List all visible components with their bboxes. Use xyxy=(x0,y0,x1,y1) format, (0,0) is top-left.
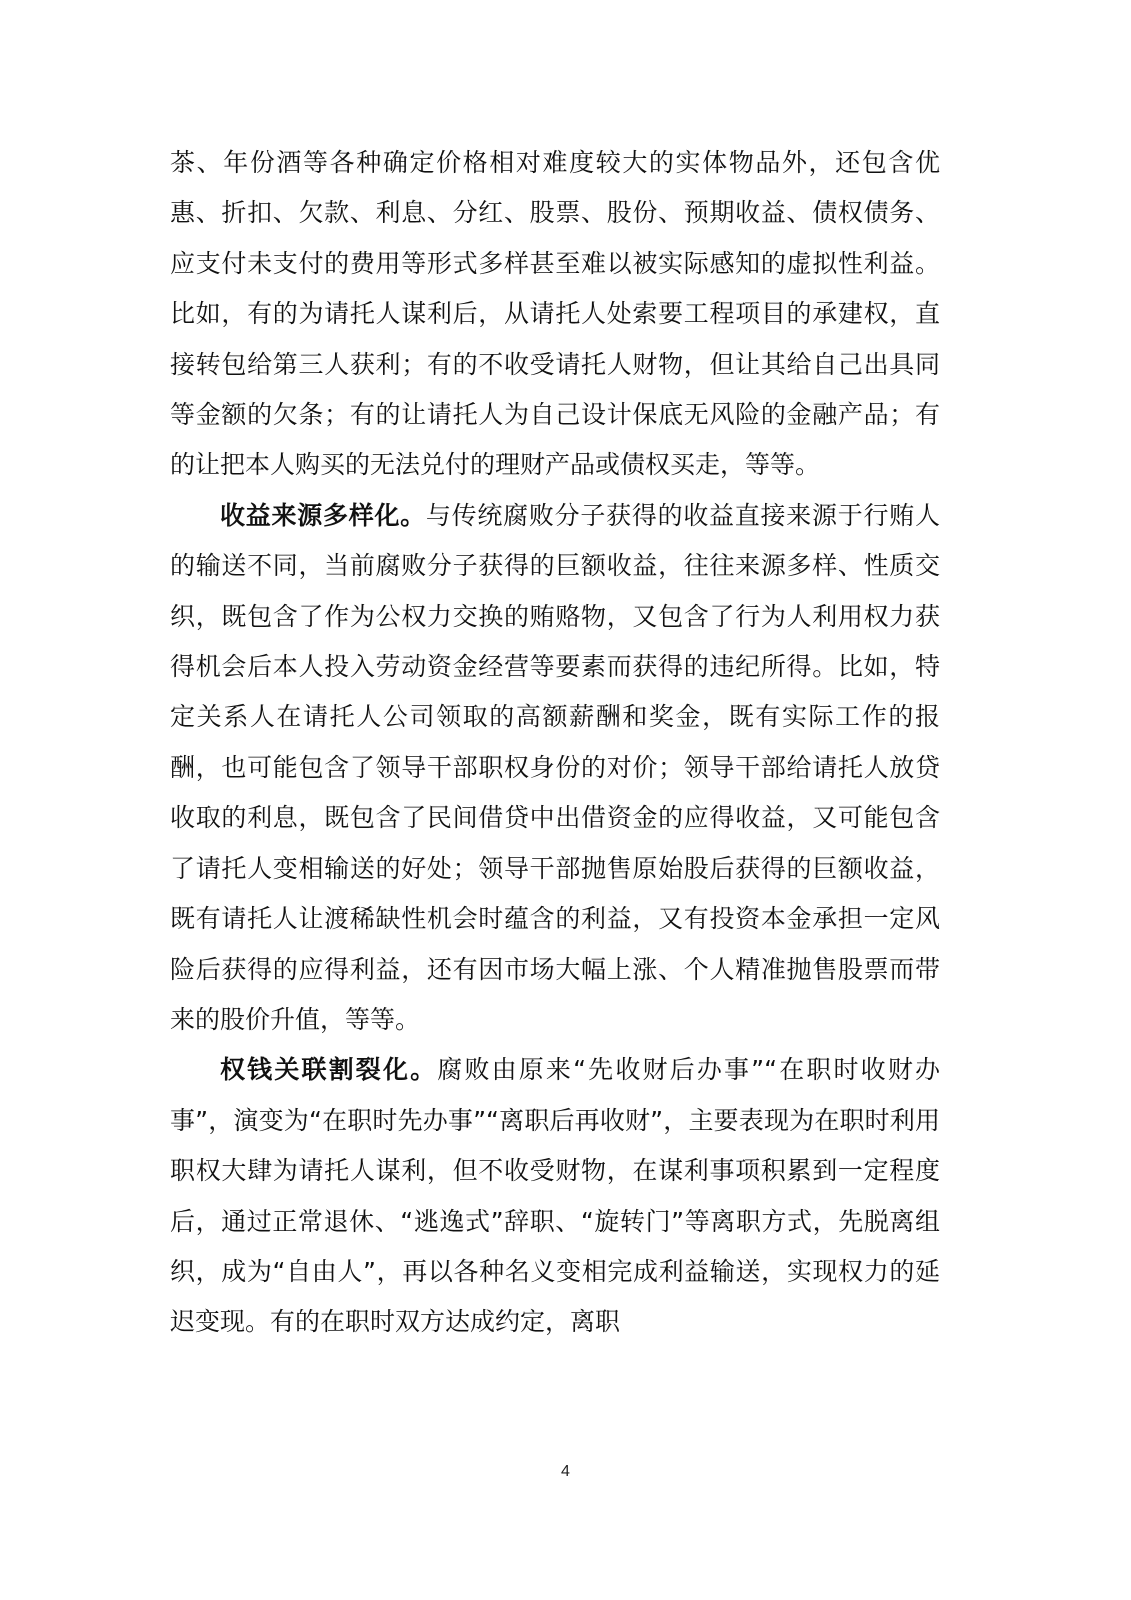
paragraph-2-heading: 收益来源多样化。 xyxy=(220,500,426,530)
body-text xyxy=(170,138,940,1348)
paragraph-2 xyxy=(170,491,940,1045)
page-number: 4 xyxy=(561,1463,570,1480)
paragraph-3-text: 腐败由原来“先收财后办事”“在职时收财办事”，演变为“在职时先办事”“离职后再收财”，主要表现为在职时利用职权大肆为请托人谋利，但不收受财物，在谋利事项积累到一定程度后，通过正常退休、“逃逸式”辞职、“旋转门”等离职方式，先脱离组织，成为“自由人”，再以各种名义变相完成利益输送，实现权力的延迟变现。有的在职时双方达成约定，离职 xyxy=(170,1055,940,1337)
paragraph-1 xyxy=(170,138,940,491)
paragraph-3 xyxy=(170,1045,940,1347)
paragraph-1-text: 茶、年份酒等各种确定价格相对难度较大的实体物品外，还包含优惠、折扣、欠款、利息、分红、股票、股份、预期收益、债权债务、应支付未支付的费用等形式多样甚至难以被实际感知的虚拟性利益。比如，有的为请托人谋利后，从请托人处索要工程项目的承建权，直接转包给第三人获利；有的不收受请托人财物，但让其给自己出具同等金额的欠条；有的让请托人为自己设计保底无风险的金融产品；有的让把本人购买的无法兑付的理财产品或债权买走，等等。 xyxy=(170,148,940,480)
paragraph-3-heading: 权钱关联割裂化。 xyxy=(220,1055,438,1085)
paragraph-2-text: 与传统腐败分子获得的收益直接来源于行贿人的输送不同，当前腐败分子获得的巨额收益，往往来源多样、性质交织，既包含了作为公权力交换的贿赂物，又包含了行为人利用权力获得机会后本人投入劳动资金经营等要素而获得的违纪所得。比如，特定关系人在请托人公司领取的高额薪酬和奖金，既有实际工作的报酬，也可能包含了领导干部职权身份的对价；领导干部给请托人放贷收取的利息，既包含了民间借贷中出借资金的应得收益，又可能包含了请托人变相输送的好处；领导干部抛售原始股后获得的巨额收益，既有请托人让渡稀缺性机会时蕴含的利益，又有投资本金承担一定风险后获得的应得利益，还有因市场大幅上涨、个人精准抛售股票而带来的股价升值，等等。 xyxy=(170,500,940,1034)
